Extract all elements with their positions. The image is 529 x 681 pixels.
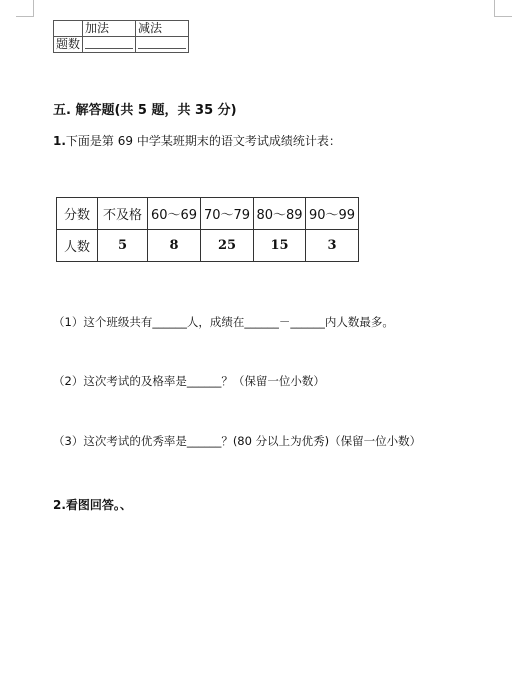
table-header-cell: 不及格 (98, 198, 148, 230)
table-header-row (54, 21, 189, 37)
table-header-cell: 70～79 (201, 198, 254, 230)
question-stem: 看图回答。、 (65, 498, 132, 512)
question-stem: 下面是第 69 中学某班期末的语文考试成绩统计表： (65, 134, 341, 148)
table-header-cell: 减法 (136, 21, 189, 37)
table-header-cell: 60～69 (148, 198, 201, 230)
section-title: 五. 解答题(共 5 题，共 35 分) (53, 103, 237, 118)
table-cell: 3 (306, 230, 359, 262)
table-row (54, 37, 189, 53)
answer-blank-line (85, 48, 133, 49)
subquestion-3: （3）这次考试的优秀率是______？(80 分以上为优秀)（保留一位小数） (53, 434, 422, 448)
row-label: 题数 (54, 37, 83, 53)
subquestion-1: （1）这个班级共有______人，成绩在______－______内人数最多。 (53, 315, 394, 329)
score-statistics-table (56, 197, 359, 262)
addition-subtraction-table (53, 20, 189, 53)
table-header-cell: 加法 (83, 21, 136, 37)
crop-mark-left-horizontal (16, 16, 34, 17)
answer-blank-line (138, 48, 186, 49)
question-1 (53, 132, 341, 149)
crop-mark-left-vertical (33, 0, 34, 16)
row-label: 人数 (57, 230, 98, 262)
table-header-cell: 80～89 (254, 198, 306, 230)
crop-mark-right-vertical (494, 0, 495, 16)
table-cell: 8 (148, 230, 201, 262)
table-header-cell: 90～99 (306, 198, 359, 230)
answer-blank-cell (83, 37, 136, 53)
table-header-row (57, 198, 359, 230)
question-2 (53, 496, 132, 513)
table-cell: 25 (201, 230, 254, 262)
crop-mark-right-horizontal (494, 16, 512, 17)
table-header-cell: 分数 (57, 198, 98, 230)
question-number: 2. (53, 498, 66, 512)
table-cell: 15 (254, 230, 306, 262)
table-cell: 5 (98, 230, 148, 262)
question-number: 1. (53, 134, 66, 148)
table-header-cell (54, 21, 83, 37)
answer-blank-cell (136, 37, 189, 53)
table-row (57, 230, 359, 262)
subquestion-2: （2）这次考试的及格率是______？（保留一位小数） (53, 374, 325, 388)
